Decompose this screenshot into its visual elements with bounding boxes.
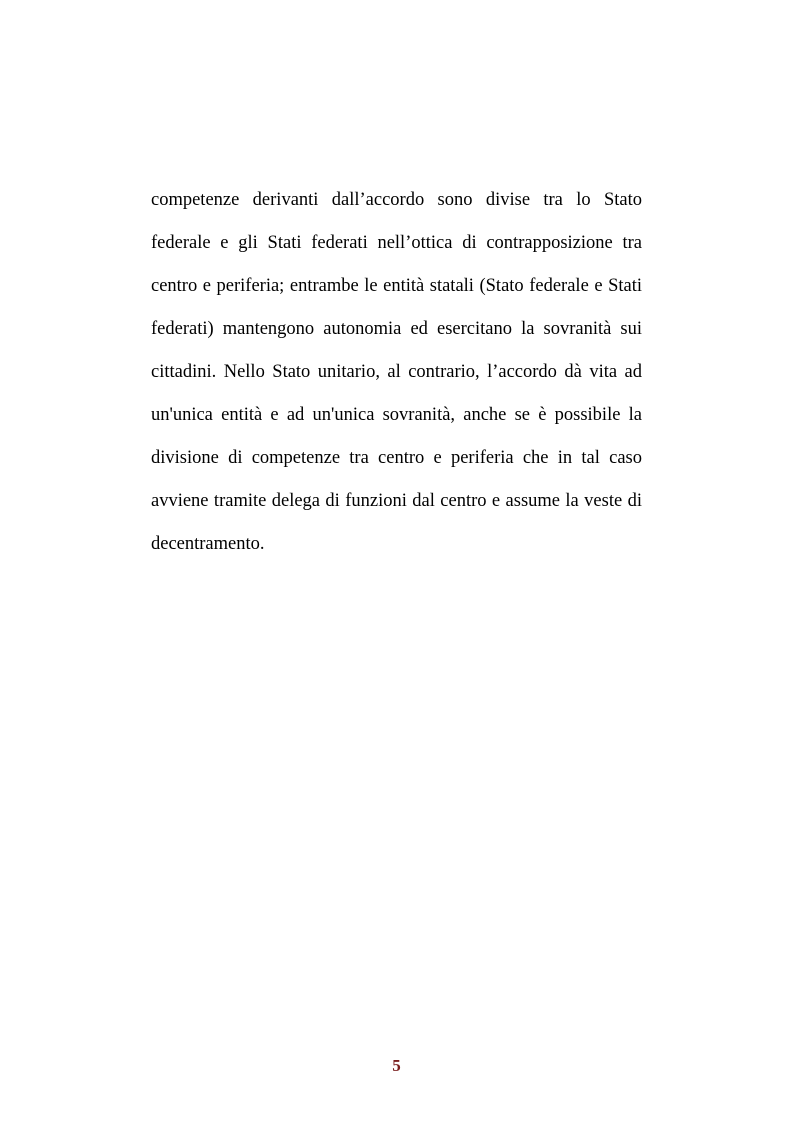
paragraph-line: cittadini. Nello Stato unitario, al contrario, l’accordo dà vita ad [151,362,642,382]
paragraph-line: federale e gli Stati federati nell’ottica di contrapposizione tra [151,233,642,253]
paragraph-line: un'unica entità e ad un'unica sovranità, anche se è possibile la [151,405,642,425]
paragraph-line: competenze derivanti dall’accordo sono divise tra lo Stato [151,190,642,210]
page-number: 5 [392,1056,401,1075]
body-paragraph [151,183,642,570]
paragraph-line: federati) mantengono autonomia ed esercitano la sovranità sui [151,319,642,339]
paragraph-line: centro e periferia; entrambe le entità statali (Stato federale e Stati [151,276,642,296]
paragraph-line: divisione di competenze tra centro e periferia che in tal caso [151,448,642,468]
paragraph-line: avviene tramite delega di funzioni dal centro e assume la veste di [151,491,642,511]
paragraph-line: decentramento. [151,534,265,554]
